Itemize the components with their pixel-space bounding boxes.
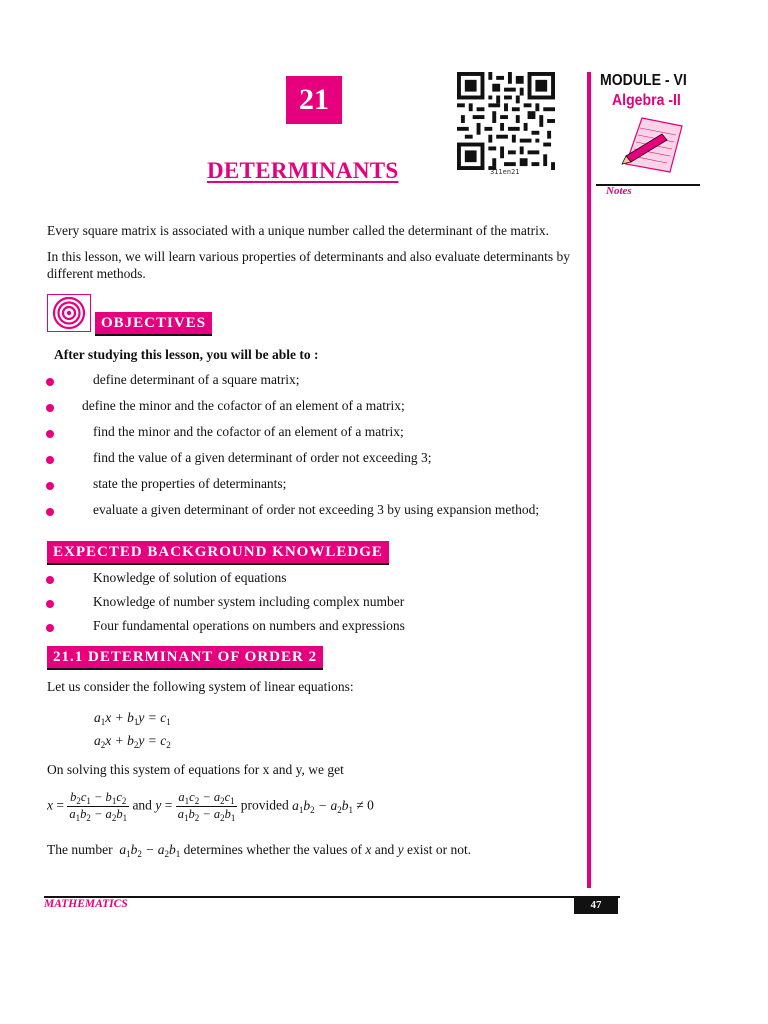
solution-formula: x = $\frac{b_2c_1 - b_1c_2}{a_1b_2 - a_2b_1}$ and y = $\frac{a_1c_2 - a_2c_1}{a_1b_2 - a_2b_1}$ provided $a_1b_2 - a_2b_1 \ne 0$ xyxy=(47,790,374,823)
page-number: 47 xyxy=(574,897,618,914)
y-fraction: $\frac{a_1c_2 - a_2c_1}{a_1b_2 - a_2b_1}$ xyxy=(177,790,236,823)
objectives-target-icon xyxy=(47,294,91,332)
bullet-icon xyxy=(46,378,54,386)
objectives-lead: After studying this lesson, you will be able to : xyxy=(54,347,319,362)
background-item: Knowledge of number system including complex number xyxy=(93,594,405,609)
bullet-icon xyxy=(46,576,54,584)
number-text: exist or not. xyxy=(407,842,472,857)
section-heading: 21.1 DETERMINANT OF ORDER 2 xyxy=(47,646,323,670)
bullet-icon xyxy=(46,600,54,608)
background-heading: EXPECTED BACKGROUND KNOWLEDGE xyxy=(47,541,389,565)
objective-item: define determinant of a square matrix; xyxy=(93,372,300,387)
notes-pencil-icon xyxy=(612,112,688,180)
background-item: Knowledge of solution of equations xyxy=(93,570,287,585)
bullet-icon xyxy=(46,624,54,632)
subject-label: Algebra -II xyxy=(612,92,681,109)
equation-1: $a_1x + b_1y = c_1$ xyxy=(94,710,171,727)
bullet-icon xyxy=(46,508,54,516)
and-word: and xyxy=(132,797,152,813)
bullet-icon xyxy=(46,430,54,438)
provided-word: provided xyxy=(240,797,289,813)
number-text: The number xyxy=(47,842,113,857)
intro-paragraph: Every square matrix is associated with a unique number called the determinant of the matrix. xyxy=(47,223,549,238)
objective-item: state the properties of determinants; xyxy=(93,476,287,491)
module-label: MODULE - VI xyxy=(600,72,687,89)
objective-item: evaluate a given determinant of order not exceeding 3 by using expansion method; xyxy=(93,502,540,517)
footer-label: MATHEMATICS xyxy=(44,898,128,910)
chapter-title: DETERMINANTS xyxy=(207,158,399,183)
bullet-icon xyxy=(46,404,54,412)
equation-2: $a_2x + b_2y = c_2$ xyxy=(94,733,171,750)
objective-item: find the value of a given determinant of order not exceeding 3; xyxy=(93,450,432,465)
consider-text: Let us consider the following system of linear equations: xyxy=(47,679,354,694)
qr-code-label: 311en21 xyxy=(490,168,520,176)
chapter-number: 21 xyxy=(286,76,342,124)
number-text: determines whether the values of xyxy=(183,842,363,857)
solving-text: On solving this system of equations for x and y, we get xyxy=(47,762,344,777)
background-item: Four fundamental operations on numbers and expressions xyxy=(93,618,405,633)
objective-item: find the minor and the cofactor of an element of a matrix; xyxy=(93,424,404,439)
number-text: and xyxy=(374,842,395,857)
bullet-icon xyxy=(46,456,54,464)
margin-rule xyxy=(587,72,591,888)
objectives-heading: OBJECTIVES xyxy=(95,312,212,336)
bullet-icon xyxy=(46,482,54,490)
number-statement: The number $a_1b_2 - a_2b_1$ determines whether the values of x and y exist or not. xyxy=(47,842,472,859)
footer-rule xyxy=(44,896,620,898)
notes-label: Notes xyxy=(606,185,632,197)
objective-item: define the minor and the cofactor of an element of a matrix; xyxy=(82,398,405,413)
qr-code-icon xyxy=(457,72,555,170)
intro-paragraph: In this lesson, we will learn various properties of determinants and also evaluate determinants by different methods. xyxy=(47,249,570,281)
x-fraction: $\frac{b_2c_1 - b_1c_2}{a_1b_2 - a_2b_1}$ xyxy=(69,790,128,823)
